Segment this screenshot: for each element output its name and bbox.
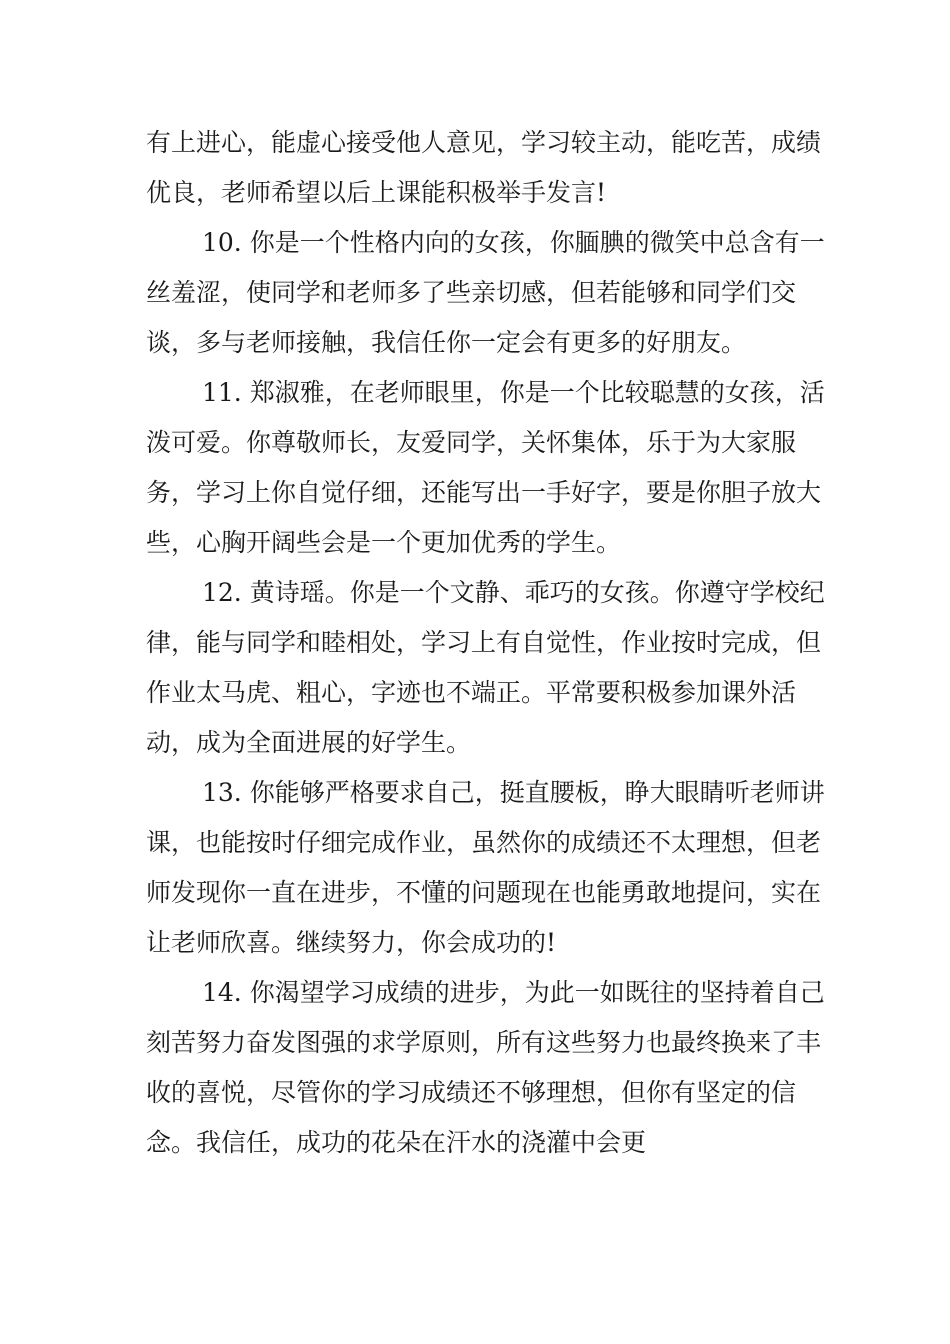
paragraph-item-10: 10. 你是一个性格内向的女孩，你腼腆的微笑中总含有一丝羞涩，使同学和老师多了些亲切感，但若能够和同学们交谈，多与老师接触，我信任你一定会有更多的好朋友。 <box>146 228 825 357</box>
paragraph-item-11: 11. 郑淑雅，在老师眼里，你是一个比较聪慧的女孩，活泼可爱。你尊敬师长，友爱同学，关怀集体，乐于为大家服务，学习上你自觉仔细，还能写出一手好字，要是你胆子放大些，心胸开阔些会是一个更加优秀的学生。 <box>146 378 825 557</box>
paragraph-item-13: 13. 你能够严格要求自己，挺直腰板，睁大眼睛听老师讲课，也能按时仔细完成作业，虽然你的成绩还不太理想，但老师发现你一直在进步，不懂的问题现在也能勇敢地提问，实在让老师欣喜。继续努力，你会成功的! <box>146 778 825 957</box>
paragraph-continuation: 有上进心，能虚心接受他人意见，学习较主动，能吃苦，成绩优良，老师希望以后上课能积极举手发言! <box>146 128 822 207</box>
paragraph-item-14: 14. 你渴望学习成绩的进步，为此一如既往的坚持着自己刻苦努力奋发图强的求学原则，所有这些努力也最终换来了丰收的喜悦，尽管你的学习成绩还不够理想，但你有坚定的信念。我信任，成功的花朵在汗水的浇灌中会更 <box>146 978 825 1157</box>
paragraph-item-12: 12. 黄诗瑶。你是一个文静、乖巧的女孩。你遵守学校纪律，能与同学和睦相处，学习上有自觉性，作业按时完成，但作业太马虎、粗心，字迹也不端正。平常要积极参加课外活动，成为全面进展的好学生。 <box>146 578 825 757</box>
document-body <box>146 118 826 1168</box>
